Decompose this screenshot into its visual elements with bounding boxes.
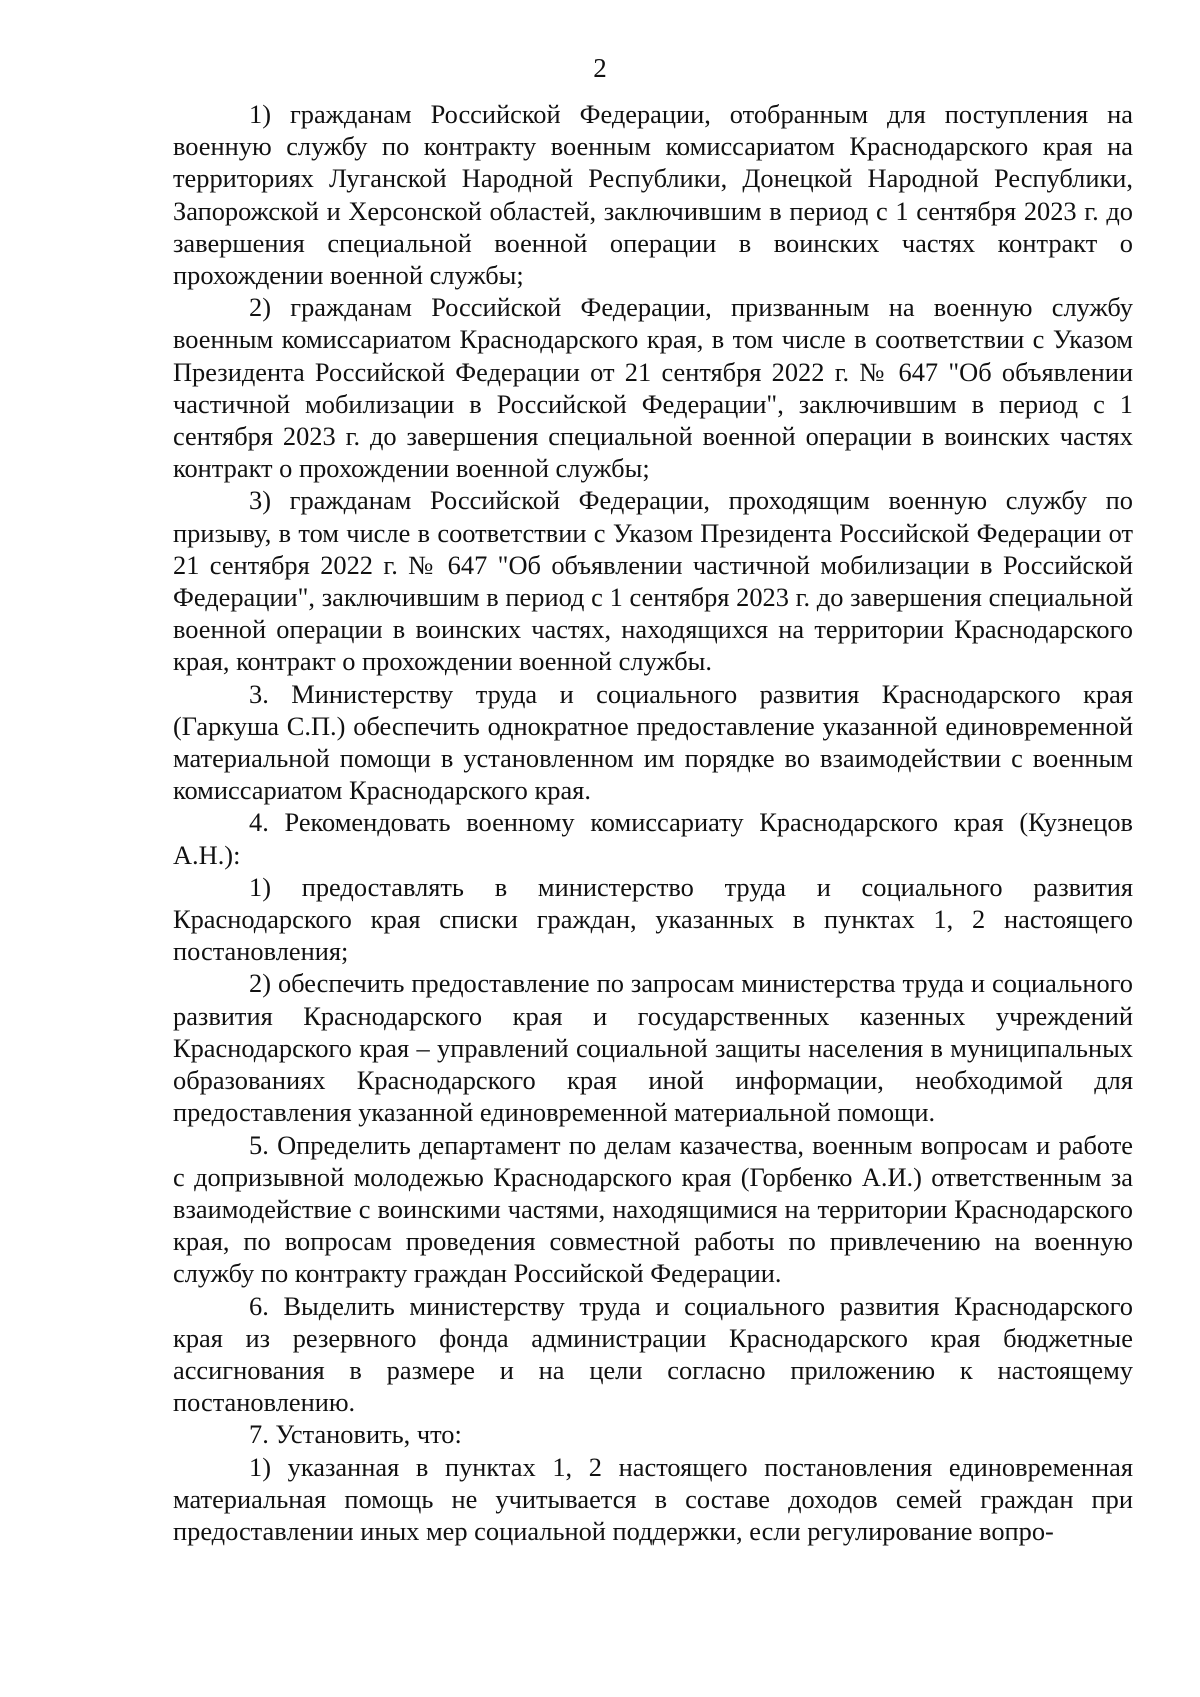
document-body (173, 98, 1133, 1547)
paragraph-4: 4. Рекомендовать военному комиссариату Краснодарского края (Кузнецов А.Н.): (173, 807, 1133, 870)
paragraph-4-1: 1) предоставлять в министерство труда и социального развития Краснодарского края списки граждан, указанных в пунктах 1, 2 настоящего постановления; (173, 871, 1133, 967)
paragraph-3: 3. Министерству труда и социального развития Краснодарского края (Гаркуша С.П.) обеспечить однократное предоставление указанной единовременной материальной помощи в установленном им порядке во взаимодействии с военным комиссариатом Краснодарского края. (173, 678, 1133, 806)
paragraph-2-2: 2) гражданам Российской Федерации, призванным на военную службу военным комиссариатом Краснодарского края, в том числе в соответствии с Указом Президента Российской Федерации от 21 сентября 2022 г. № 647 "Об объявлении частичной мобилизации в Российской Федерации", заключившим в период с 1 сентября 2023 г. до завершения специальной военной операции в воинских частях контракт о прохождении военной службы; (173, 292, 1133, 484)
paragraph-2-3: 3) гражданам Российской Федерации, проходящим военную службу по призыву, в том числе в соответствии с Указом Президента Российской Федерации от 21 сентября 2022 г. № 647 "Об объявлении частичной мобилизации в Российской Федерации", заключившим в период с 1 сентября 2023 г. до завершения специальной военной операции в воинских частях, находящихся на территории Краснодарского края, контракт о прохождении военной службы. (173, 485, 1133, 677)
paragraph-5: 5. Определить департамент по делам казачества, военным вопросам и работе с допризывной молодежью Краснодарского края (Горбенко А.И.) ответственным за взаимодействие с воинскими частями, находящимися на территории Краснодарского края, по вопросам проведения совместной работы по привлечению на военную службу по контракту граждан Российской Федерации. (173, 1129, 1133, 1289)
paragraph-7: 7. Установить, что: (249, 1419, 462, 1450)
paragraph-2-1: 1) гражданам Российской Федерации, отобранным для поступления на военную службу по контракту военным комиссариатом Краснодарского края на территориях Луганской Народной Республики, Донецкой Народной Республики, Запорожской и Херсонской областей, заключившим в период с 1 сентября 2023 г. до завершения специальной военной операции в воинских частях контракт о прохождении военной службы; (173, 99, 1133, 291)
paragraph-7-1: 1) указанная в пунктах 1, 2 настоящего постановления единовременная материальная помощь не учитывается в составе доходов семей граждан при предоставлении иных мер социальной поддержки, если регулирование вопро- (173, 1451, 1133, 1546)
page-number: 2 (593, 53, 607, 83)
paragraph-6: 6. Выделить министерству труда и социального развития Краснодарского края из резервного фонда администрации Краснодарского края бюджетные ассигнования в размере и на цели согласно приложению к настоящему постановлению. (173, 1290, 1133, 1418)
paragraph-4-2: 2) обеспечить предоставление по запросам министерства труда и социального развития Краснодарского края и государственных казенных учреждений Краснодарского края – управлений социальной защиты населения в муниципальных образованиях Краснодарского края иной информации, необходимой для предоставления указанной единовременной материальной помощи. (173, 968, 1133, 1128)
